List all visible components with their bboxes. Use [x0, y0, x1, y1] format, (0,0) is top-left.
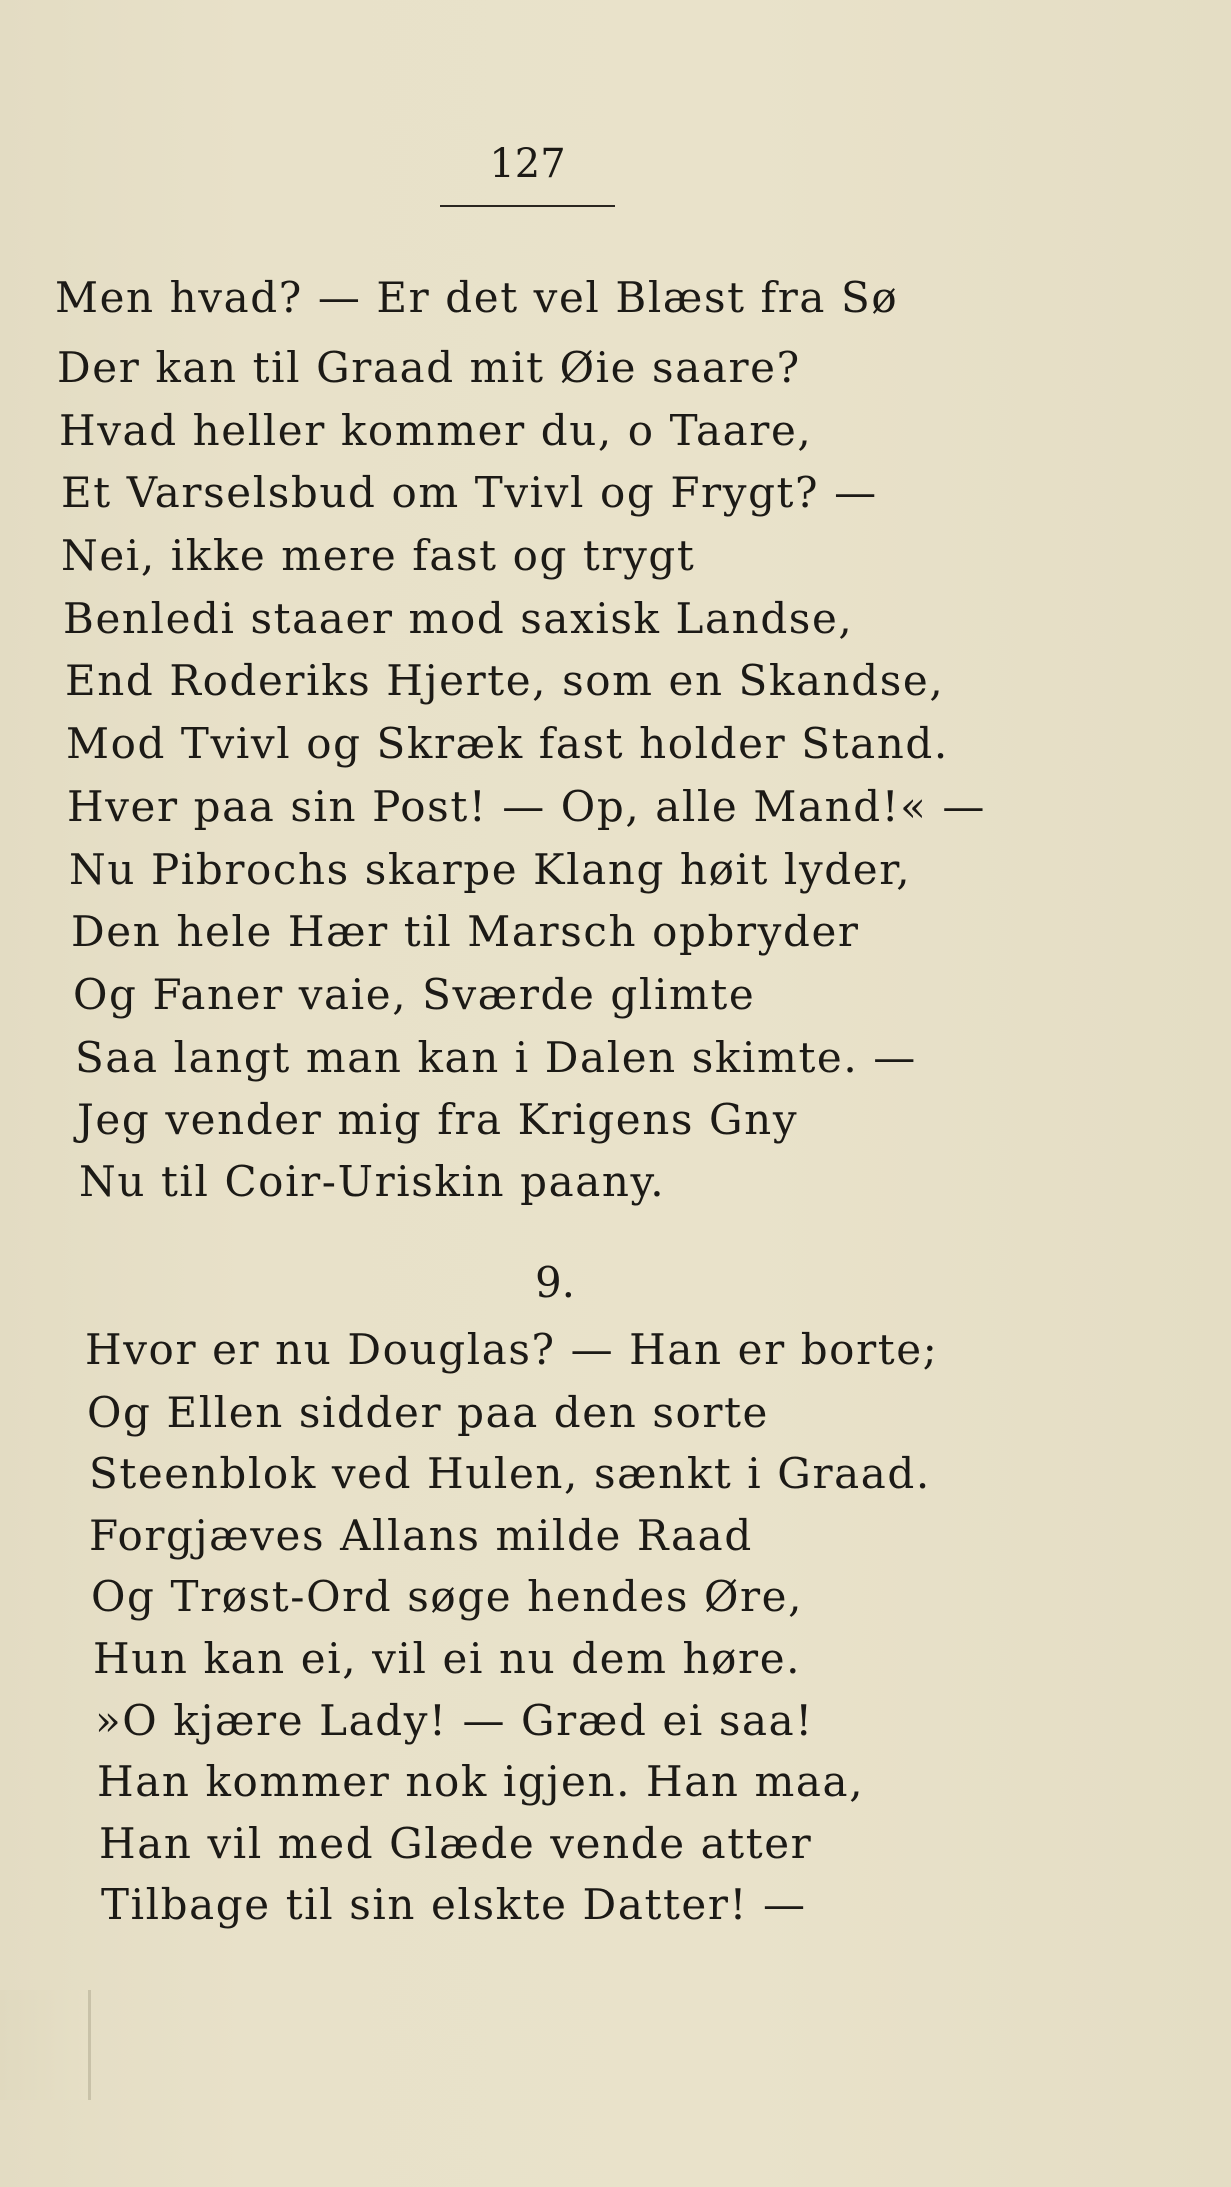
verse-line: Nu Pibrochs skarpe Klang høit lyder, — [69, 845, 912, 894]
verse-line: Jeg vender mig fra Krigens Gny — [77, 1095, 799, 1144]
verse-line: Nu til Coir-Uriskin paany. — [79, 1157, 666, 1206]
verse-line: Mod Tvivl og Skræk fast holder Stand. — [66, 719, 949, 768]
verse-line: Hun kan ei, vil ei nu dem høre. — [93, 1634, 802, 1683]
binding-edge-mark — [0, 1990, 91, 2100]
verse-line: End Roderiks Hjerte, som en Skandse, — [65, 656, 945, 705]
verse-line: Hvor er nu Douglas? — Han er borte; — [85, 1325, 939, 1374]
verse-line: Nei, ikke mere fast og trygt — [61, 531, 696, 580]
verse-line: Forgjæves Allans milde Raad — [89, 1511, 753, 1560]
verse-line: Hver paa sin Post! — Op, alle Mand!« — — [67, 782, 987, 831]
verse-line: Og Faner vaie, Sværde glimte — [73, 970, 756, 1019]
verse-line: Og Ellen sidder paa den sorte — [87, 1388, 769, 1437]
verse-line: Benledi staaer mod saxisk Landse, — [63, 594, 854, 643]
verse-line: »O kjære Lady! — Græd ei saa! — [95, 1696, 814, 1745]
verse-line: Han vil med Glæde vende atter — [99, 1819, 813, 1868]
verse-line: Steenblok ved Hulen, sænkt i Graad. — [89, 1449, 931, 1498]
verse-line: Hvad heller kommer du, o Taare, — [59, 406, 813, 455]
page-number-rule — [440, 205, 615, 207]
verse-line: Han kommer nok igjen. Han maa, — [97, 1757, 865, 1806]
section-number: 9. — [534, 1258, 576, 1307]
verse-line: Tilbage til sin elskte Datter! — — [101, 1880, 807, 1929]
page-number: 127 — [489, 141, 566, 187]
verse-line: Der kan til Graad mit Øie saare? — [57, 343, 801, 392]
verse-line: Den hele Hær til Marsch opbryder — [71, 907, 860, 956]
verse-line: Men hvad? — Er det vel Blæst fra Sø — [55, 273, 899, 322]
verse-line: Et Varselsbud om Tvivl og Frygt? — — [61, 468, 878, 517]
verse-line: Og Trøst-Ord søge hendes Øre, — [91, 1572, 804, 1621]
verse-line: Saa langt man kan i Dalen skimte. — — [75, 1033, 917, 1082]
